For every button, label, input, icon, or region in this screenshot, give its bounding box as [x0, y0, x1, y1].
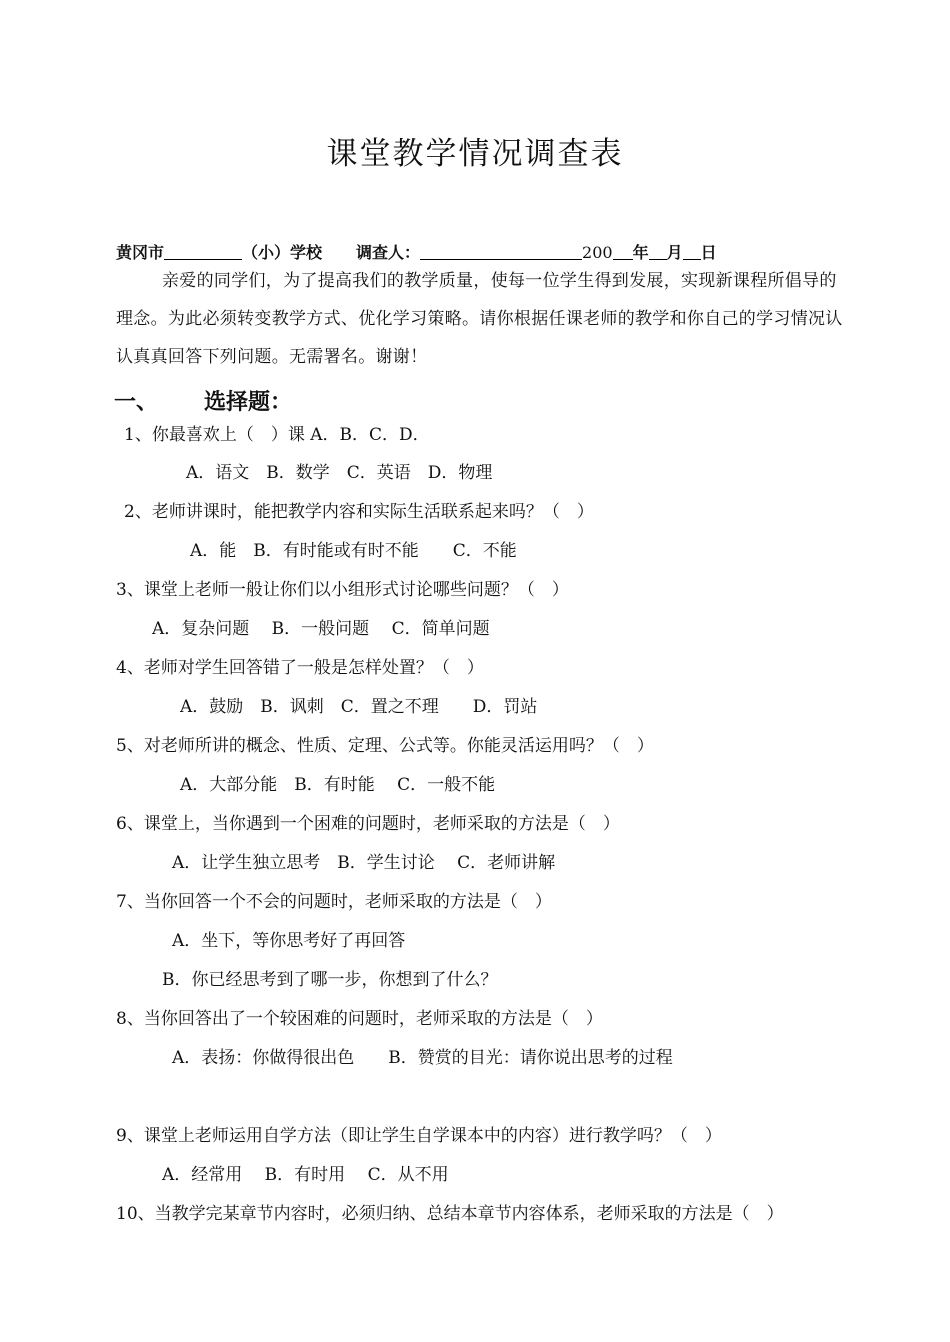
year-prefix: 200: [582, 243, 613, 262]
question-1: 1、你最喜欢上（ ）课 A．B．C．D．: [124, 425, 430, 445]
school-label: （小）学校: [242, 243, 323, 262]
question-4: 4、老师对学生回答错了一般是怎样处置？（ ）: [116, 658, 484, 678]
question-7-option-b: B．你已经思考到了哪一步，你想到了什么？: [162, 970, 498, 990]
surveyor-label: 调查人：: [356, 243, 421, 262]
surveyor-blank: [420, 243, 582, 260]
city-label: 黄冈市: [116, 243, 165, 262]
day-blank: [683, 243, 701, 260]
survey-header-line: [116, 240, 717, 263]
intro-paragraph: 亲爱的同学们，为了提高我们的教学质量，使每一位学生得到发展，实现新课程所倡导的理念。为此必须转变教学方式、优化学习策略。请你根据任课老师的教学和你自己的学习情况认认真真回答下列问题。无需署名。谢谢！: [116, 271, 843, 367]
year-blank: [613, 243, 633, 260]
question-2: 2、老师讲课时，能把教学内容和实际生活联系起来吗？（ ）: [124, 502, 594, 522]
month-unit: 月: [666, 243, 683, 262]
school-name-blank: [164, 243, 242, 260]
question-4-options: A．鼓励 B．讽刺 C．置之不理 D．罚站: [180, 697, 538, 717]
year-unit: 年: [632, 243, 649, 262]
question-3-options: A．复杂问题 B．一般问题 C．简单问题: [152, 619, 490, 639]
section-heading: [114, 385, 292, 416]
day-unit: 日: [700, 243, 717, 262]
question-9-options: A．经常用 B．有时用 C．从不用: [162, 1165, 449, 1185]
question-2-options: A．能 B．有时能或有时不能 C．不能: [190, 541, 517, 561]
question-1-options: A．语文 B．数学 C．英语 D．物理: [186, 463, 493, 483]
page-title: 课堂教学情况调查表: [326, 136, 624, 172]
question-6: 6、课堂上，当你遇到一个困难的问题时，老师采取的方法是（ ）: [116, 814, 620, 834]
question-9: 9、课堂上老师运用自学方法（即让学生自学课本中的内容）进行教学吗？（ ）: [116, 1126, 722, 1146]
section-title: 选择题：: [203, 390, 292, 415]
question-7-option-a: A．坐下，等你思考好了再回答: [172, 931, 406, 951]
question-10: 10、当教学完某章节内容时，必须归纳、总结本章节内容体系，老师采取的方法是（ ）: [116, 1204, 784, 1224]
month-blank: [649, 243, 667, 260]
question-7: 7、当你回答一个不会的问题时，老师采取的方法是（ ）: [116, 892, 552, 912]
question-5-options: A．大部分能 B．有时能 C．一般不能: [180, 775, 496, 795]
section-number: 一、: [114, 390, 159, 415]
question-3: 3、课堂上老师一般让你们以小组形式讨论哪些问题？（ ）: [116, 580, 569, 600]
question-5: 5、对老师所讲的概念、性质、定理、公式等。你能灵活运用吗？（ ）: [116, 736, 654, 756]
question-6-options: A．让学生独立思考 B．学生讨论 C．老师讲解: [172, 853, 556, 873]
question-8: 8、当你回答出了一个较困难的问题时，老师采取的方法是（ ）: [116, 1009, 603, 1029]
question-8-options: A．表扬：你做得很出色 B．赞赏的目光：请你说出思考的过程: [172, 1048, 673, 1068]
